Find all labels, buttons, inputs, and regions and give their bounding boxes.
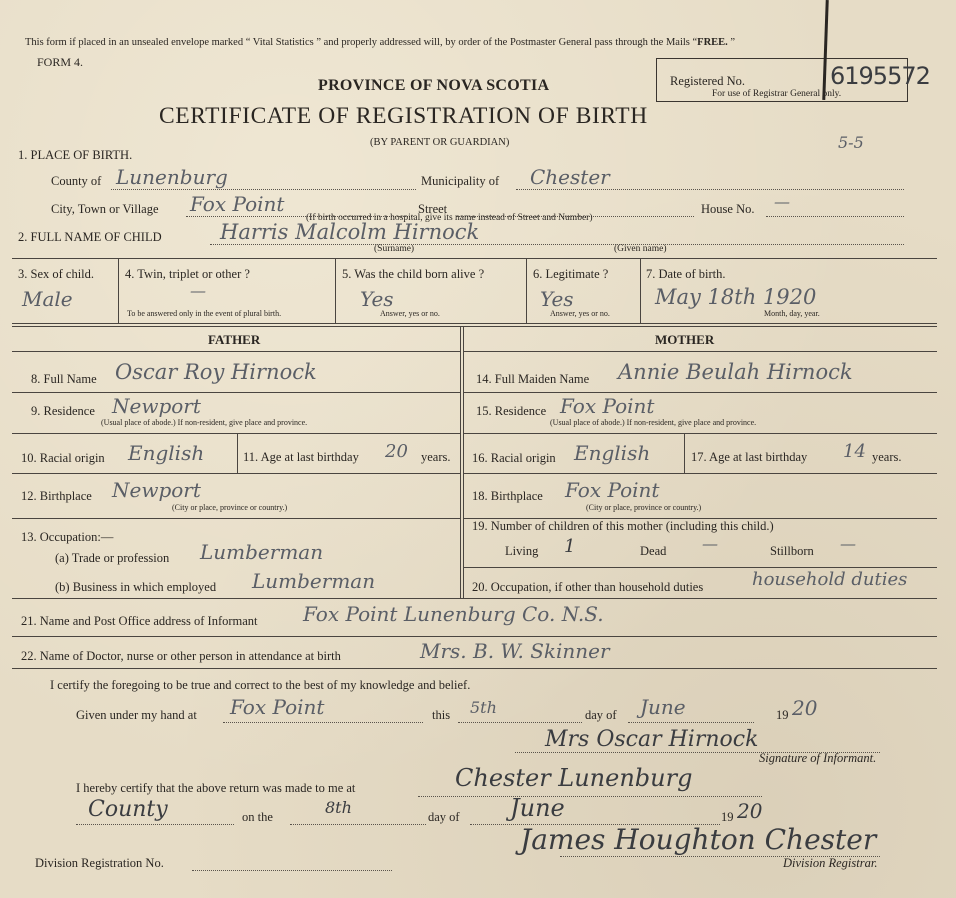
given-place-value: Fox Point xyxy=(230,695,325,719)
living-label: Living xyxy=(505,544,539,558)
registrar-place-value: Chester Lunenburg xyxy=(455,764,693,792)
rule-facts-v3 xyxy=(526,258,527,323)
rule-mother-1 xyxy=(463,351,937,352)
given-day-value: 5th xyxy=(470,698,497,717)
registrar-signature: James Houghton Chester xyxy=(520,823,877,856)
rule-mother-6 xyxy=(463,567,937,568)
registrar-certify-line: I hereby certify that the above return was made to me at xyxy=(76,781,356,795)
father-trade-value: Lumberman xyxy=(200,540,324,564)
registrar-year-value: 20 xyxy=(737,799,763,823)
twin-value: — xyxy=(190,281,206,300)
legitimate-label: 6. Legitimate ? xyxy=(533,267,609,281)
given-name-note: (Given name) xyxy=(614,244,667,254)
alive-note: Answer, yes or no. xyxy=(380,309,440,318)
mother-name-value: Annie Beulah Hirnock xyxy=(618,360,853,384)
margin-note: 5-5 xyxy=(838,133,864,152)
father-age-value: 20 xyxy=(385,441,408,462)
father-heading: FATHER xyxy=(208,332,261,347)
informant-label: 21. Name and Post Office address of Informant xyxy=(21,614,258,628)
rule-father-1 xyxy=(12,351,460,352)
rule-parents-top-2 xyxy=(12,326,937,327)
rule-father-3 xyxy=(12,433,460,434)
registrar-note: For use of Registrar General only. xyxy=(712,89,842,99)
registrar-county-line xyxy=(76,824,234,825)
alive-value: Yes xyxy=(360,287,394,311)
rule-mother-4 xyxy=(463,473,937,474)
registrar-dayof-label: day of xyxy=(428,810,460,824)
given-year-value: 20 xyxy=(792,696,818,720)
province-heading: PROVINCE OF NOVA SCOTIA xyxy=(318,77,550,94)
father-business-value: Lumberman xyxy=(252,569,376,593)
child-name-value: Harris Malcolm Hirnock xyxy=(220,220,480,244)
rule-parents-divider-2 xyxy=(463,326,464,598)
father-birthplace-value: Newport xyxy=(112,478,201,502)
given-month-line xyxy=(628,722,754,723)
father-race-value: English xyxy=(128,441,205,465)
informant-signature: Mrs Oscar Hirnock xyxy=(545,727,759,752)
stillborn-value: — xyxy=(840,534,856,553)
registered-number: 6195572 xyxy=(830,62,930,90)
division-registration-line xyxy=(192,870,392,871)
county-value: Lunenburg xyxy=(116,165,228,189)
registrar-year-prefix: 19 xyxy=(721,810,734,824)
mother-birthplace-label: 18. Birthplace xyxy=(472,489,543,503)
rule-mother-2 xyxy=(463,392,937,393)
given-place-line xyxy=(223,722,423,723)
dead-label: Dead xyxy=(640,544,667,558)
rule-doctor-bottom xyxy=(12,668,937,669)
given-year-prefix: 19 xyxy=(776,708,789,722)
father-business-label: (b) Business in which employed xyxy=(55,580,217,594)
mother-residence-note: (Usual place of abode.) If non-resident, give place and province. xyxy=(550,418,757,427)
rule-parents-divider xyxy=(460,326,461,598)
mother-age-label: 17. Age at last birthday xyxy=(691,450,808,464)
mother-age-unit: years. xyxy=(872,450,902,464)
hospital-note: (If birth occurred in a hospital, give its name instead of Street and Number) xyxy=(306,213,593,223)
legitimate-value: Yes xyxy=(540,287,574,311)
municipality-label: Municipality of xyxy=(421,174,500,188)
mother-name-label: 14. Full Maiden Name xyxy=(476,372,590,386)
mother-age-value: 14 xyxy=(843,441,866,462)
alive-label: 5. Was the child born alive ? xyxy=(342,267,485,281)
rule-father-5 xyxy=(12,518,460,519)
city-label: City, Town or Village xyxy=(51,202,159,216)
registrar-day-line xyxy=(290,824,426,825)
father-race-label: 10. Racial origin xyxy=(21,451,105,465)
county-line xyxy=(111,189,416,190)
this-label: this xyxy=(432,708,451,722)
house-label: House No. xyxy=(701,202,755,216)
doctor-label: 22. Name of Doctor, nurse or other person in attendance at birth xyxy=(21,649,341,663)
father-residence-value: Newport xyxy=(112,394,201,418)
father-name-value: Oscar Roy Hirnock xyxy=(115,360,317,384)
legitimate-note: Answer, yes or no. xyxy=(550,309,610,318)
mother-race-value: English xyxy=(574,441,651,465)
registrar-day-value: 8th xyxy=(325,798,352,817)
mother-occupation-label: 20. Occupation, if other than household duties xyxy=(472,580,704,594)
mother-birthplace-value: Fox Point xyxy=(565,478,660,502)
mother-occupation-value: household duties xyxy=(752,569,908,590)
rule-parents-top xyxy=(12,323,937,324)
rule-mother-age-v xyxy=(684,433,685,473)
stillborn-label: Stillborn xyxy=(770,544,814,558)
street-label: Street xyxy=(418,202,448,216)
rule-facts-v4 xyxy=(640,258,641,323)
registered-label: Registered No. xyxy=(670,74,745,88)
rule-facts-v1 xyxy=(118,258,119,323)
division-registrar-label: Division Registrar. xyxy=(783,856,878,870)
child-name-label: 2. FULL NAME OF CHILD xyxy=(18,230,162,244)
father-residence-label: 9. Residence xyxy=(31,404,95,418)
twin-label: 4. Twin, triplet or other ? xyxy=(125,267,250,281)
mother-race-label: 16. Racial origin xyxy=(472,451,556,465)
given-dayof-label: day of xyxy=(585,708,617,722)
certificate-subtitle: (BY PARENT OR GUARDIAN) xyxy=(370,137,510,148)
mother-residence-value: Fox Point xyxy=(560,394,655,418)
mother-children-label: 19. Number of children of this mother (including this child.) xyxy=(472,519,774,533)
rule-mother-3 xyxy=(463,433,937,434)
father-birthplace-label: 12. Birthplace xyxy=(21,489,92,503)
house-value: — xyxy=(774,192,790,211)
father-residence-note: (Usual place of abode.) If non-resident, give place and province. xyxy=(101,418,308,427)
surname-note: (Surname) xyxy=(374,244,415,254)
dob-label: 7. Date of birth. xyxy=(646,267,726,281)
father-age-label: 11. Age at last birthday xyxy=(243,450,359,464)
rule-father-2 xyxy=(12,392,460,393)
rule-father-4 xyxy=(12,473,460,474)
form-number: FORM 4. xyxy=(37,55,84,69)
municipality-value: Chester xyxy=(530,165,610,189)
twin-note: To be answered only in the event of plural birth. xyxy=(127,309,282,318)
informant-signature-label: Signature of Informant. xyxy=(759,751,877,765)
given-month-value: June xyxy=(640,695,686,719)
municipality-line xyxy=(516,189,904,190)
living-value: 1 xyxy=(564,536,576,557)
father-birthplace-note: (City or place, province or country.) xyxy=(172,503,288,512)
division-registration-label: Division Registration No. xyxy=(35,856,164,870)
certificate-title: CERTIFICATE OF REGISTRATION OF BIRTH xyxy=(159,103,648,129)
father-occupation-label: 13. Occupation:— xyxy=(21,530,114,544)
informant-value: Fox Point Lunenburg Co. N.S. xyxy=(303,602,604,626)
rule-facts-top xyxy=(12,258,937,259)
sex-value: Male xyxy=(22,287,73,311)
rule-informant-top xyxy=(12,598,937,599)
mother-birthplace-note: (City or place, province or country.) xyxy=(586,503,702,512)
dob-value: May 18th 1920 xyxy=(655,285,817,309)
registrar-on-label: on the xyxy=(242,810,273,824)
mother-residence-label: 15. Residence xyxy=(476,404,547,418)
place-of-birth-heading: 1. PLACE OF BIRTH. xyxy=(18,148,133,162)
dob-note: Month, day, year. xyxy=(764,309,820,318)
father-age-unit: years. xyxy=(421,450,451,464)
father-name-label: 8. Full Name xyxy=(31,372,97,386)
mailing-notice: This form if placed in an unsealed envelope marked “ Vital Statistics ” and properly addressed will, by order of the Postmaster General pass through the Mails “FREE. ” xyxy=(25,37,736,48)
father-trade-label: (a) Trade or profession xyxy=(55,551,170,565)
child-name-line xyxy=(210,244,904,245)
given-under-label: Given under my hand at xyxy=(76,708,197,722)
house-line xyxy=(766,216,904,217)
certify-line: I certify the foregoing to be true and correct to the best of my knowledge and belief. xyxy=(50,678,471,692)
registrar-place-line xyxy=(418,796,762,797)
doctor-value: Mrs. B. W. Skinner xyxy=(420,639,610,663)
rule-facts-v2 xyxy=(335,258,336,323)
rule-father-age-v xyxy=(237,433,238,473)
sex-label: 3. Sex of child. xyxy=(18,267,95,281)
city-value: Fox Point xyxy=(190,192,285,216)
county-label: County of xyxy=(51,174,102,188)
given-day-line xyxy=(458,722,582,723)
dead-value: — xyxy=(702,534,718,553)
registrar-county-value: County xyxy=(88,797,168,822)
registrar-month-value: June xyxy=(510,794,565,822)
rule-informant-bottom xyxy=(12,636,937,637)
mother-heading: MOTHER xyxy=(655,332,715,347)
